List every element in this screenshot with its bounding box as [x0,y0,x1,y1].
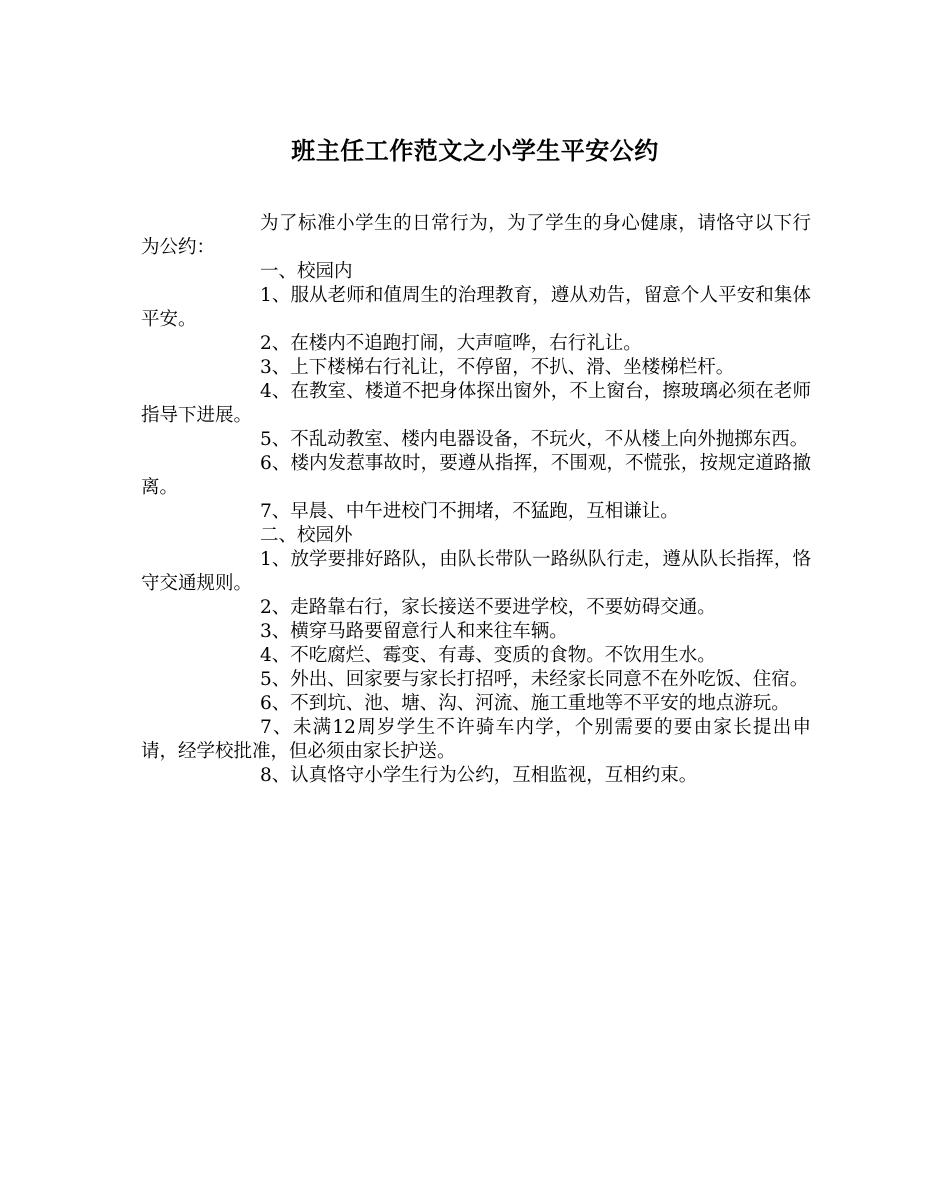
rule-inside-4: 4、在教室、楼道不把身体探出窗外，不上窗台，擦玻璃必须在老师指导下进展。 [141,381,811,426]
section-heading-campus-outside: 二、校园外 [260,525,353,546]
rule-outside-5: 5、外出、回家要与家长打招呼，未经家长同意不在外吃饭、住宿。 [260,669,809,690]
document-body [141,212,811,788]
section-heading-campus-inside: 一、校园内 [260,261,353,282]
rule-inside-7: 7、早晨、中午进校门不拥堵，不猛跑，互相谦让。 [260,501,679,522]
rule-outside-2: 2、走路靠右行，家长接送不要进学校，不要妨碍交通。 [260,597,716,618]
paragraph-intro: 为了标准小学生的日常行为，为了学生的身心健康，请恪守以下行为公约： [141,213,811,258]
rule-inside-6: 6、楼内发惹事故时，要遵从指挥，不围观，不慌张，按规定道路撤离。 [141,453,811,498]
rule-inside-2: 2、在楼内不追跑打闹，大声喧哗，右行礼让。 [260,333,642,354]
rule-inside-3: 3、上下楼梯右行礼让，不停留，不扒、滑、坐楼梯栏杆。 [260,357,735,378]
rule-inside-5: 5、不乱动教室、楼内电器设备，不玩火，不从楼上向外抛掷东西。 [260,429,809,450]
rule-outside-3: 3、横穿马路要留意行人和来往车辆。 [260,621,568,642]
document-title: 班主任工作范文之小学生平安公约 [291,136,659,165]
rule-outside-8: 8、认真恪守小学生行为公约，互相监视，互相约束。 [260,765,698,786]
rule-outside-6: 6、不到坑、池、塘、沟、河流、施工重地等不平安的地点游玩。 [260,693,790,714]
rule-outside-7: 7、未满12周岁学生不许骑车内学，个别需要的要由家长提出申请，经学校批准，但必须由家长护送。 [141,717,811,762]
rule-outside-4: 4、不吃腐烂、霉变、有毒、变质的食物。不饮用生水。 [260,645,716,666]
rule-inside-1: 1、服从老师和值周生的治理教育，遵从劝告，留意个人平安和集体平安。 [141,285,811,330]
rule-outside-1: 1、放学要排好路队，由队长带队一路纵队行走，遵从队长指挥，恪守交通规则。 [141,549,811,594]
